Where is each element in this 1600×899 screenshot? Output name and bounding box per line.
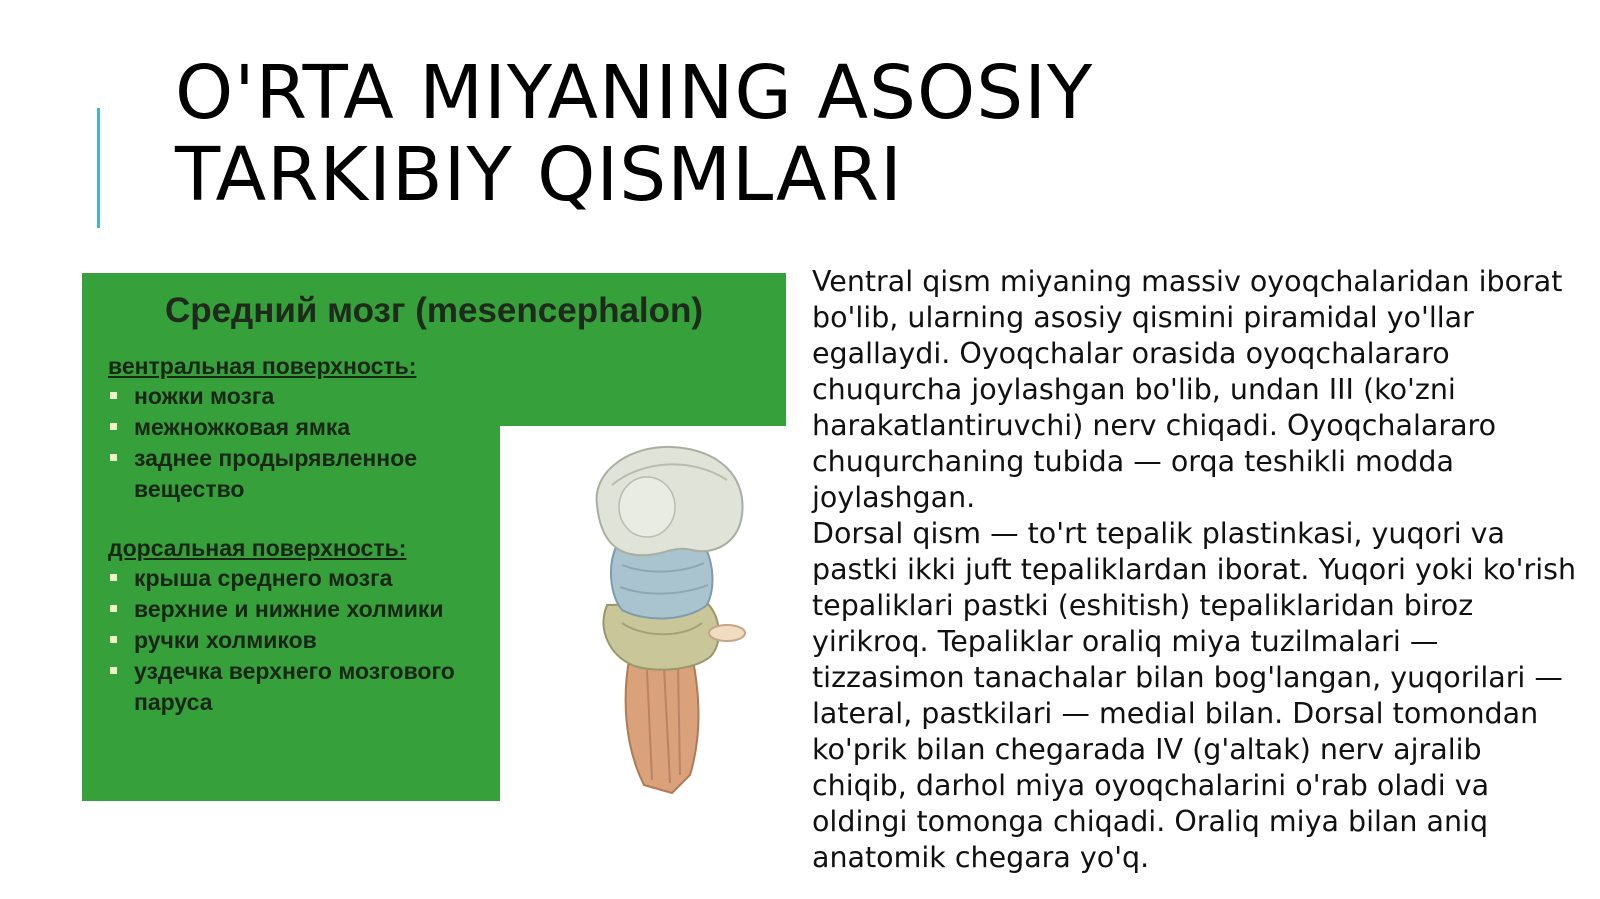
ventral-part-paragraph: Ventral qism miyaning massiv oyoqchalaridan iborat bo'lib, ularning asosiy qismini piramidal yo'llar egallaydi. Oyoqchalar orasida oyoqchalararo chuqurcha joylashgan bo'lib, undan III (ko'zni harakatlantiruvchi) nerv chiqadi. Oyoqchalararo chuqurchaning tubida — orqa teshikli modda joylashgan. [812, 265, 1563, 514]
slide-title-line-1: O'RTA MIYANING ASOSIY [175, 50, 1094, 136]
list-item-text: крыша среднего мозга [134, 565, 393, 591]
midbrain-illustration [552, 445, 792, 800]
list-item-text: ручки холмиков [134, 627, 317, 653]
title-accent-bar [97, 108, 100, 228]
list-item [108, 563, 464, 594]
dorsal-surface-heading: дорсальная поверхность: [108, 535, 407, 561]
list-item [108, 656, 464, 718]
list-item [108, 381, 464, 412]
slide-title [175, 52, 1475, 216]
figure-heading: Средний мозг (mesencephalon) [164, 291, 704, 330]
list-item [108, 443, 464, 505]
list-item-text: верхние и нижние холмики [134, 596, 444, 622]
ventral-surface-list [108, 381, 464, 505]
slide-title-line-2: TARKIBIY QISMLARI [175, 132, 903, 218]
list-item [108, 594, 464, 625]
list-item-text: заднее продырявленное вещество [134, 445, 418, 502]
ventral-surface-heading: вентральная поверхность: [108, 353, 417, 379]
list-item [108, 625, 464, 656]
list-item-text: ножки мозга [134, 383, 275, 409]
list-item-text: уздечка верхнего мозгового паруса [134, 658, 455, 715]
list-item-text: межножковая ямка [134, 414, 351, 440]
midbrain-figure [82, 273, 786, 801]
dorsal-part-paragraph: Dorsal qism — to'rt tepalik plastinkasi, yuqori va pastki ikki juft tepaliklardan iborat. Yuqori yoki ko'rish tepaliklari pastki (eshitish) tepaliklaridan biroz yirikroq. Tepaliklar oraliq miya tuzilmalari — tizzasimon tanachalar bilan bog'langan, yuqorilari — lateral, pastkilari — medial bilan. Dorsal tomondan ko'prik bilan chegarada IV (g'altak) nerv ajralib chiqib, darhol miya oyoqchalarini o'rab oladi va oldingi tomonga chiqadi. Oraliq miya bilan aniq anatomik chegara yo'q. [812, 517, 1577, 874]
list-item [108, 412, 464, 443]
slide-body-text [812, 264, 1582, 876]
dorsal-surface-list [108, 563, 464, 718]
